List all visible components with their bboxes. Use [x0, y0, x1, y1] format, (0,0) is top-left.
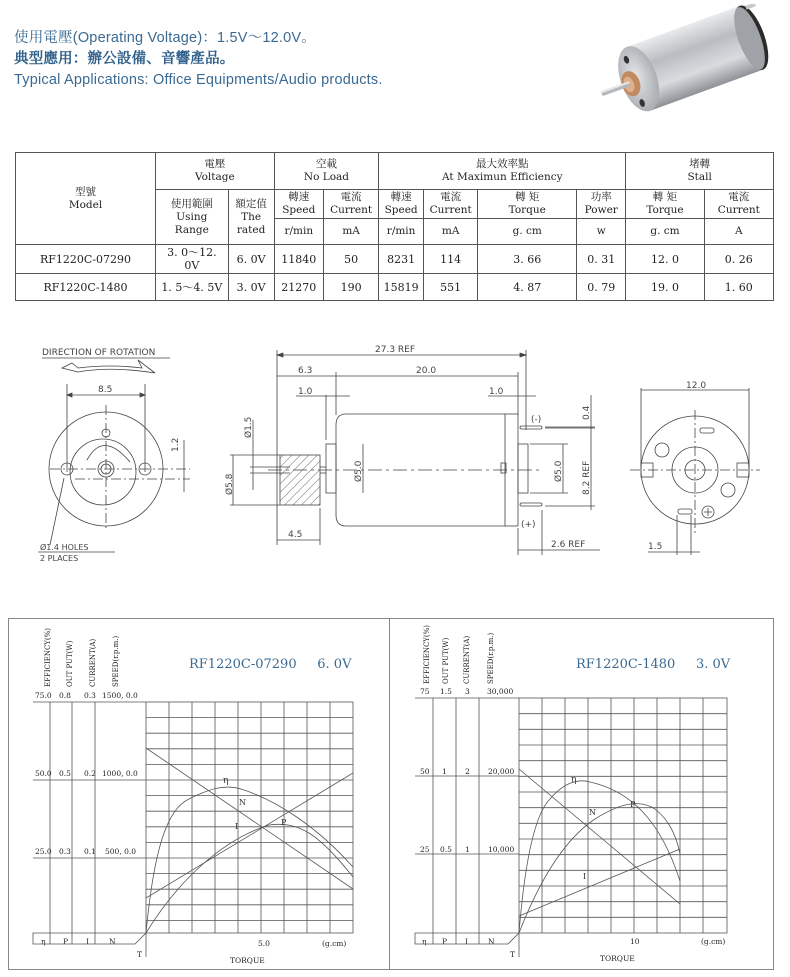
- y-tick: 25.0: [35, 847, 52, 856]
- chart-model: RF1220C-07290: [189, 657, 297, 672]
- intro-text: [14, 28, 383, 91]
- shaft-diameter-dim: Ø1.5: [244, 416, 254, 438]
- nl-current-cell: 50: [323, 245, 378, 274]
- noload-header-en: No Load: [303, 171, 350, 183]
- efficiency-curve: [519, 781, 680, 933]
- applications-zh-line: 典型應用：辦公設備、音響產品。: [14, 51, 235, 67]
- body-length-dim: 20.0: [416, 366, 437, 376]
- rated-header-zh: 額定值: [235, 197, 267, 210]
- voltage-header-en: Voltage: [194, 171, 235, 183]
- stall-header-zh: 堵轉: [689, 158, 711, 170]
- st-current-cell: 1. 60: [704, 274, 773, 301]
- range-cell: 1. 5～4. 5V: [156, 274, 229, 301]
- rear-view: [630, 381, 760, 555]
- y-tick: 500, 0.0: [105, 847, 137, 856]
- y-tick: 10,000: [488, 845, 515, 854]
- noload-header-zh: 空載: [315, 158, 337, 170]
- table-row: [16, 245, 774, 274]
- speed-curve: [519, 769, 680, 904]
- y-tick: 0.5: [440, 845, 452, 854]
- efficiency-axis-label: EFFICIENCY(%): [423, 624, 431, 684]
- applications-en-line: Typical Applications: Office Equipments/Audio products.: [14, 72, 383, 88]
- terminal-length-dim: 2.6 REF: [551, 540, 586, 550]
- unit-cell: mA: [423, 219, 477, 245]
- svg-text:P: P: [281, 818, 287, 827]
- legend-n: N: [488, 937, 495, 946]
- label-zh: 電流: [340, 191, 362, 203]
- x-title: TORQUE: [230, 956, 265, 965]
- terminal-thickness-dim: 0.4: [582, 405, 592, 420]
- performance-chart-right: [389, 618, 774, 970]
- label-zh: 轉速: [390, 191, 412, 203]
- unit-cell: r/min: [379, 219, 424, 245]
- chart-plot-left: [9, 619, 391, 971]
- unit-cell: A: [704, 219, 773, 245]
- current-axis-label: CURRENT(A): [463, 635, 471, 684]
- noload-header: [274, 153, 379, 190]
- model-cell: RF1220C-07290: [16, 245, 156, 274]
- y-tick: 0.1: [84, 847, 96, 856]
- unit-cell: g. cm: [478, 219, 577, 245]
- terminal-span-dim: 8.2 REF: [582, 460, 592, 495]
- y-tick: 0.5: [59, 769, 71, 778]
- label-en: Speed: [282, 204, 316, 216]
- me-torque-cell: 3. 66: [478, 245, 577, 274]
- y-tick: 0.8: [59, 691, 71, 700]
- maxeff-header-zh: 最大效率點: [476, 158, 529, 170]
- label-en: Torque: [646, 204, 684, 216]
- rated-header-en2: rated: [236, 223, 266, 236]
- st-current-cell: 0. 26: [704, 245, 773, 274]
- chart-grid: [519, 698, 727, 933]
- svg-text:I: I: [235, 822, 239, 831]
- legend-p: P: [442, 937, 448, 946]
- st-torque-cell: 12. 0: [626, 245, 704, 274]
- label-en: Current: [429, 204, 472, 216]
- chart-plot-right: [390, 619, 775, 971]
- shaft-length-dim: 6.3: [298, 366, 313, 376]
- label-en: Speed: [384, 204, 418, 216]
- output-curve: [146, 824, 353, 933]
- legend-i: I: [86, 937, 89, 946]
- y-tick: 0.3: [84, 691, 96, 700]
- speed-curve: [146, 748, 353, 889]
- y-tick: 25: [420, 845, 430, 854]
- y-tick: 0.3: [59, 847, 71, 856]
- y-tick: 30,000: [487, 687, 514, 696]
- performance-chart-left: [8, 618, 390, 970]
- pulley-length-dim: 4.5: [288, 530, 303, 540]
- negative-terminal-label: (-): [531, 415, 542, 425]
- unit-cell: g. cm: [626, 219, 704, 245]
- maxeff-header-en: At Maximun Efficiency: [442, 171, 563, 183]
- y-tick: 1: [442, 767, 447, 776]
- offset-dim: 1.2: [171, 437, 181, 452]
- nl-current-header: [323, 190, 378, 219]
- technical-drawing: [0, 330, 790, 570]
- model-header-zh: 型號: [75, 185, 97, 198]
- pulley-diameter-dim: Ø5.8: [225, 473, 235, 495]
- rotation-arrow-icon: [62, 360, 155, 373]
- me-torque-cell: 4. 87: [478, 274, 577, 301]
- y-tick: 75.0: [35, 691, 52, 700]
- me-power-header: [577, 190, 626, 219]
- holes-label: Ø1.4 HOLES: [40, 543, 89, 552]
- places-label: 2 PLACES: [40, 554, 79, 563]
- legend-i: I: [465, 937, 468, 946]
- x-tick: 5.0: [258, 939, 270, 948]
- label-en: Current: [717, 204, 760, 216]
- chart-model: RF1220C-1480: [576, 657, 676, 672]
- model-cell: RF1220C-1480: [16, 274, 156, 301]
- rear-boss-dim: 1.0: [489, 387, 504, 397]
- terminal-width-dim: 1.5: [648, 542, 663, 552]
- svg-text:I: I: [583, 872, 587, 881]
- y-tick: 3: [465, 687, 470, 696]
- output-axis-label: OUT PUT(W): [66, 640, 74, 687]
- range-header-zh: 使用範圍: [170, 197, 213, 210]
- label-en: Power: [584, 204, 618, 216]
- y-tick: 2: [465, 767, 470, 776]
- label-zh: 電流: [728, 191, 750, 203]
- front-boss-dim: 1.0: [298, 387, 313, 397]
- side-view: [224, 345, 600, 555]
- overall-length-dim: 27.3 REF: [375, 345, 416, 355]
- me-speed-cell: 15819: [379, 274, 424, 301]
- nl-current-cell: 190: [323, 274, 378, 301]
- y-tick: 1000, 0.0: [102, 769, 138, 778]
- stall-header-en: Stall: [687, 171, 712, 183]
- t-label: T: [137, 950, 143, 959]
- y-tick: 1500, 0.0: [102, 691, 138, 700]
- unit-cell: r/min: [274, 219, 323, 245]
- current-axis-label: CURRENT(A): [89, 638, 97, 687]
- operating-voltage-line: 使用電壓(Operating Voltage)：1.5V～12.0V。: [14, 30, 316, 46]
- me-current-cell: 551: [423, 274, 477, 301]
- label-zh: 轉速: [288, 191, 310, 203]
- me-speed-cell: 8231: [379, 245, 424, 274]
- label-en: Torque: [508, 204, 546, 216]
- st-torque-cell: 19. 0: [626, 274, 704, 301]
- table-row: [16, 274, 774, 301]
- legend-eta: η: [422, 937, 427, 946]
- nl-speed-header: [274, 190, 323, 219]
- direction-label: DIRECTION OF ROTATION: [42, 348, 156, 358]
- x-title: TORQUE: [600, 954, 635, 963]
- nl-speed-cell: 21270: [274, 274, 323, 301]
- x-tick: 10: [630, 937, 640, 946]
- nl-speed-cell: 11840: [274, 245, 323, 274]
- front-boss-diameter-dim: Ø5.0: [354, 460, 364, 482]
- unit-cell: mA: [323, 219, 378, 245]
- rated-cell: 3. 0V: [228, 274, 274, 301]
- rear-boss-diameter-dim: Ø5.0: [554, 460, 564, 482]
- model-header: [16, 153, 156, 245]
- y-tick: 1: [465, 845, 470, 854]
- positive-terminal-label: (+): [521, 520, 536, 530]
- svg-text:N: N: [239, 798, 246, 807]
- maxeff-header: [379, 153, 626, 190]
- rated-header: [228, 190, 274, 245]
- me-power-cell: 0. 79: [577, 274, 626, 301]
- svg-text:η: η: [223, 776, 229, 786]
- st-torque-header: [626, 190, 704, 219]
- front-view: [38, 348, 190, 563]
- label-zh: 轉 矩: [652, 191, 678, 203]
- model-header-en: Model: [68, 198, 103, 211]
- current-curve: [519, 849, 680, 916]
- label-zh: 轉 矩: [515, 191, 540, 203]
- speed-axis-label: SPEED(r.p.m.): [112, 635, 120, 687]
- legend-n: N: [109, 937, 116, 946]
- speed-axis-label: SPEED(r.p.m.): [487, 632, 495, 684]
- legend-p: P: [63, 937, 69, 946]
- voltage-header: [156, 153, 275, 190]
- spec-table: [15, 152, 774, 301]
- label-en: Current: [330, 204, 373, 216]
- label-zh: 功率: [590, 191, 612, 203]
- range-cell: 3. 0～12. 0V: [156, 245, 229, 274]
- svg-text:η: η: [571, 775, 577, 785]
- y-tick: 0.2: [84, 769, 96, 778]
- y-tick: 75: [420, 687, 430, 696]
- y-tick: 1.5: [440, 687, 452, 696]
- label-zh: 電流: [440, 191, 462, 203]
- y-tick: 50.0: [35, 769, 52, 778]
- chart-voltage: 6. 0V: [317, 657, 352, 672]
- efficiency-axis-label: EFFICIENCY(%): [44, 627, 52, 687]
- rated-cell: 6. 0V: [228, 245, 274, 274]
- svg-text:N: N: [589, 808, 596, 817]
- y-tick: 50: [420, 767, 430, 776]
- range-header-en: Using Range: [174, 210, 209, 236]
- voltage-header-zh: 電壓: [204, 158, 226, 170]
- y-tick: 20,000: [488, 767, 515, 776]
- t-label: T: [510, 950, 516, 959]
- rear-diameter-dim: 12.0: [686, 381, 707, 391]
- me-speed-header: [379, 190, 424, 219]
- chart-voltage: 3. 0V: [696, 657, 731, 672]
- range-header: [156, 190, 229, 245]
- motor-photo: [590, 4, 790, 114]
- me-current-cell: 114: [423, 245, 477, 274]
- efficiency-curve: [146, 787, 353, 933]
- st-current-header: [704, 190, 773, 219]
- me-torque-header: [478, 190, 577, 219]
- output-axis-label: OUT PUT(W): [442, 637, 450, 684]
- legend-eta: η: [41, 937, 46, 946]
- me-power-cell: 0. 31: [577, 245, 626, 274]
- chart-grid: [146, 702, 353, 933]
- svg-text:P: P: [630, 800, 636, 809]
- unit-cell: w: [577, 219, 626, 245]
- x-unit: (g.cm): [322, 939, 347, 948]
- me-current-header: [423, 190, 477, 219]
- rated-header-en1: The: [241, 210, 262, 223]
- stall-header: [626, 153, 774, 190]
- hole-spacing-dim: 8.5: [98, 385, 113, 395]
- x-unit: (g.cm): [701, 937, 726, 946]
